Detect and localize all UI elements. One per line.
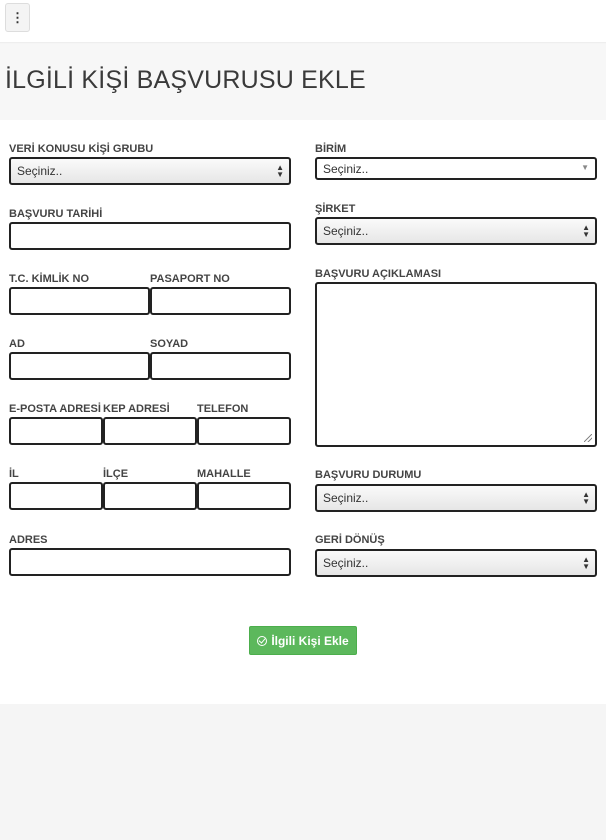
company-value: Seçiniz..	[323, 224, 369, 238]
select-arrows-icon: ▲ ▼	[582, 490, 590, 506]
feedback-select[interactable]	[315, 549, 597, 577]
email-input[interactable]	[9, 417, 103, 445]
vertical-dots-icon: ⋮	[11, 9, 24, 25]
neighborhood-label: MAHALLE	[197, 468, 251, 480]
data-subject-group-select[interactable]	[9, 157, 291, 185]
phone-input[interactable]	[197, 417, 291, 445]
first-name-label: AD	[9, 338, 25, 350]
data-subject-group-value: Seçiniz..	[17, 164, 63, 178]
check-circle-icon	[257, 636, 267, 646]
neighborhood-input[interactable]	[197, 482, 291, 510]
add-related-person-button[interactable]	[249, 626, 357, 655]
data-subject-group-label: VERİ KONUSU KİŞİ GRUBU	[9, 143, 154, 155]
first-name-input[interactable]	[9, 352, 150, 380]
tc-id-label: T.C. KİMLİK NO	[9, 273, 90, 285]
caret-down-icon: ▼	[581, 163, 589, 172]
application-date-label: BAŞVURU TARİHİ	[9, 208, 103, 220]
last-name-input[interactable]	[150, 352, 291, 380]
description-label: BAŞVURU AÇIKLAMASI	[315, 268, 442, 280]
company-label: ŞİRKET	[315, 203, 356, 215]
select-arrows-icon: ▲ ▼	[582, 223, 590, 239]
status-label: BAŞVURU DURUMU	[315, 469, 422, 481]
email-label: E-POSTA ADRESİ	[9, 403, 101, 415]
passport-input[interactable]	[150, 287, 291, 315]
city-label: İL	[9, 468, 19, 480]
description-textarea[interactable]	[315, 282, 597, 447]
kep-label: KEP ADRESİ	[103, 403, 170, 415]
unit-label: BİRİM	[315, 143, 347, 155]
application-date-input[interactable]	[9, 222, 291, 250]
district-label: İLÇE	[103, 468, 129, 480]
top-bar	[0, 0, 606, 43]
tc-id-input[interactable]	[9, 287, 150, 315]
resize-handle-icon[interactable]	[584, 434, 592, 442]
address-label: ADRES	[9, 534, 48, 546]
select-arrows-icon: ▲ ▼	[276, 163, 284, 179]
feedback-label: GERİ DÖNÜŞ	[315, 534, 385, 546]
page-title: İLGİLİ KİŞİ BAŞVURUSU EKLE	[5, 66, 366, 94]
select-arrows-icon: ▲ ▼	[582, 555, 590, 571]
add-related-person-label: İlgili Kişi Ekle	[271, 633, 349, 648]
passport-label: PASAPORT NO	[150, 273, 230, 285]
unit-value: Seçiniz..	[323, 162, 369, 176]
phone-label: TELEFON	[197, 403, 249, 415]
kep-input[interactable]	[103, 417, 197, 445]
unit-select[interactable]	[315, 157, 597, 180]
company-select[interactable]	[315, 217, 597, 245]
district-input[interactable]	[103, 482, 197, 510]
status-value: Seçiniz..	[323, 491, 369, 505]
address-input[interactable]	[9, 548, 291, 576]
more-options-button[interactable]	[5, 3, 30, 32]
last-name-label: SOYAD	[150, 338, 189, 350]
city-input[interactable]	[9, 482, 103, 510]
status-select[interactable]	[315, 484, 597, 512]
feedback-value: Seçiniz..	[323, 556, 369, 570]
